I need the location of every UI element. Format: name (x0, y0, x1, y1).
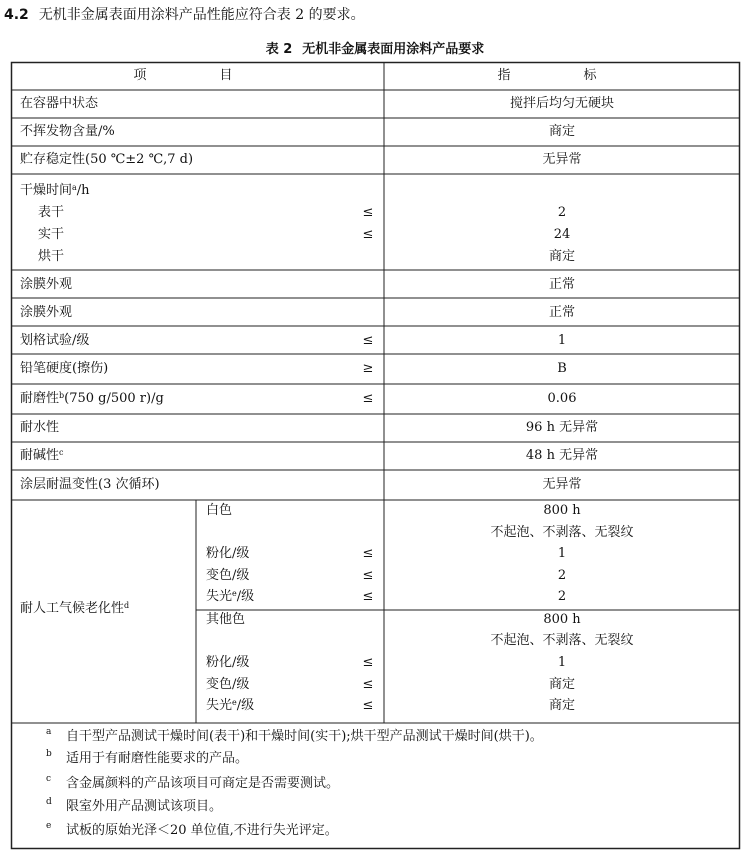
weathering-white-discolor-label: 变色/级 (206, 568, 250, 583)
row-storage-value: 无异常 (542, 152, 582, 167)
row-storage-label: 贮存稳定性(50 ℃±2 ℃,7 d) (20, 152, 194, 167)
weathering-white-result: 不起泡、不剥落、无裂纹 (490, 525, 634, 540)
footnote-c-mark: c (46, 774, 52, 784)
header-index: 指 标 (497, 68, 627, 83)
weathering-other-result: 不起泡、不剥落、无裂纹 (490, 633, 634, 648)
abrasion-operator: ≤ (362, 391, 374, 406)
footnote-ref-a: a (72, 183, 77, 192)
row-drying-surface-label: 表干 (38, 205, 65, 220)
pencil-operator: ≥ (362, 361, 374, 376)
weathering-other-time: 800 h (543, 612, 581, 627)
section-text: 无机非金属表面用涂料产品性能应符合表 2 的要求。 (38, 7, 365, 23)
row-appearance2-value: 正常 (548, 305, 575, 320)
weathering-other-gloss-operator: ≤ (362, 698, 374, 713)
crosscut-operator: ≤ (362, 333, 374, 348)
row-drying-hard-value: 24 (553, 227, 571, 242)
table-title: 无机非金属表面用涂料产品要求 (302, 42, 485, 57)
table-label: 表 2 (265, 42, 293, 57)
weathering-white-chalk-label: 粉化/级 (206, 546, 250, 561)
footnote-a-mark: a (46, 727, 52, 737)
weathering-white-chalk-operator: ≤ (362, 546, 374, 561)
row-appearance1-label: 涂膜外观 (20, 277, 73, 292)
weathering-white-time: 800 h (543, 503, 581, 518)
row-pencil-value: B (557, 361, 567, 376)
footnote-b-text: 适用于有耐磨性能要求的产品。 (66, 751, 249, 766)
weathering-other-chalk-value: 1 (557, 655, 567, 670)
weathering-white-gloss-label: 失光$^e$/级 (206, 589, 255, 604)
section-number: 4.2 (4, 7, 29, 23)
row-nonvolatile-label: 不挥发物含量/% (20, 124, 115, 139)
weathering-other-gloss-value: 商定 (548, 698, 575, 713)
weathering-other-discolor-value: 商定 (548, 677, 575, 692)
row-water-value: 96 h 无异常 (525, 420, 599, 435)
footnote-ref-e: e (232, 589, 237, 598)
weathering-white-gloss-operator: ≤ (362, 589, 374, 604)
row-drying-hard-label: 实干 (38, 227, 65, 242)
row-weathering-label: 耐人工气候老化性$^d$ (20, 601, 130, 616)
row-crosscut-value: 1 (557, 333, 567, 348)
footnote-d-text: 限室外用产品测试该项目。 (66, 799, 223, 814)
row-container-value: 搅拌后均匀无硬块 (509, 96, 614, 111)
row-drying-bake-value: 商定 (548, 249, 575, 264)
weathering-other-discolor-operator: ≤ (362, 677, 374, 692)
weathering-white-discolor-value: 2 (557, 568, 567, 583)
footnote-ref-d: d (124, 601, 130, 610)
weathering-white-label: 白色 (206, 503, 233, 518)
footnote-a-text: 自干型产品测试干燥时间(表干)和干燥时间(实干);烘干型产品测试干燥时间(烘干)。 (66, 729, 543, 744)
row-abrasion-value: 0.06 (547, 391, 577, 406)
row-alkali-label: 耐碱性$^c$ (20, 448, 64, 463)
row-pencil-label: 铅笔硬度(擦伤) (20, 361, 109, 376)
weathering-white-chalk-value: 1 (557, 546, 567, 561)
weathering-other-chalk-operator: ≤ (362, 655, 374, 670)
row-drying-bake-label: 烘干 (38, 249, 65, 264)
row-abrasion-label: 耐磨性$^b$(750 g/500 r)/g (20, 391, 164, 406)
footnote-b-mark: b (46, 749, 52, 759)
footnote-c-text: 含金属颜料的产品该项目可商定是否需要测试。 (66, 776, 340, 791)
row-drying-label: 干燥时间$^a$/h (20, 183, 90, 198)
footnote-e-mark: e (46, 821, 52, 831)
footnote-ref-b: b (59, 391, 65, 400)
footnote-ref-c: c (59, 448, 64, 457)
weathering-white-gloss-value: 2 (557, 589, 567, 604)
weathering-other-chalk-label: 粉化/级 (206, 655, 250, 670)
row-container-label: 在容器中状态 (20, 96, 99, 111)
row-appearance2-label: 涂膜外观 (20, 305, 73, 320)
footnote-e-text: 试板的原始光泽＜20 单位值,不进行失光评定。 (66, 823, 338, 838)
drying-hard-operator: ≤ (362, 227, 374, 242)
footnote-ref-e-other: e (232, 698, 237, 707)
row-tempcycle-label: 涂层耐温变性(3 次循环) (20, 477, 160, 492)
row-alkali-value: 48 h 无异常 (525, 448, 599, 463)
weathering-other-label: 其他色 (206, 612, 246, 627)
footnote-d-mark: d (46, 797, 52, 807)
row-water-label: 耐水性 (20, 420, 60, 435)
row-crosscut-label: 划格试验/级 (20, 333, 90, 348)
weathering-other-discolor-label: 变色/级 (206, 677, 250, 692)
row-appearance1-value: 正常 (548, 277, 575, 292)
weathering-white-discolor-operator: ≤ (362, 568, 374, 583)
header-item: 项 目 (133, 68, 263, 83)
weathering-other-gloss-label: 失光$^e$/级 (206, 698, 255, 713)
drying-surface-operator: ≤ (362, 205, 374, 220)
row-nonvolatile-value: 商定 (548, 124, 575, 139)
row-drying-surface-value: 2 (557, 205, 567, 220)
row-tempcycle-value: 无异常 (542, 477, 582, 492)
